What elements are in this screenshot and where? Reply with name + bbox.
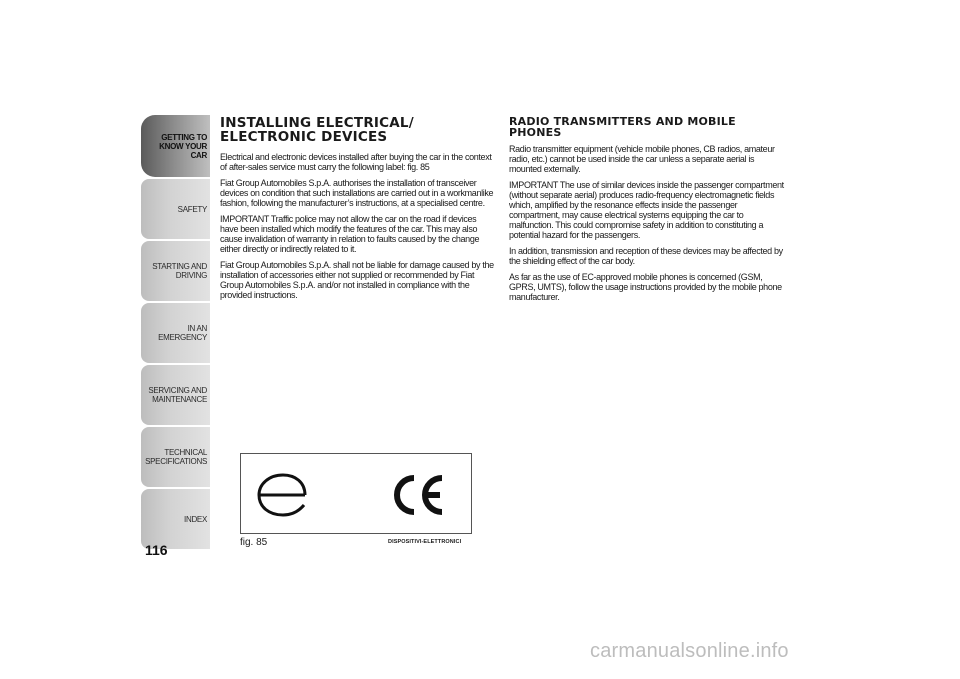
tab-getting-to-know-your-car[interactable]: GETTING TO KNOW YOUR CAR: [141, 115, 210, 177]
paragraph: Radio transmitter equipment (vehicle mobile phones, CB radios, amateur radio, etc.) cannot be used inside the car unless a separate aerial is mounted externally.: [509, 144, 775, 174]
tab-safety[interactable]: SAFETY: [141, 179, 210, 239]
chapter-sidebar: [141, 115, 210, 551]
ce-mark-icon: [390, 474, 446, 516]
paragraph: As far as the use of EC-approved mobile phones is concerned (GSM, GPRS, UMTS), follow the usage instructions provided by the mobile phone manufacturer.: [509, 272, 782, 302]
paragraph: IMPORTANT Traffic police may not allow the car on the road if devices have been installed which modify the features of the car. This may also cause invalidation of warranty in relation to faults caused by the change either directly or indirectly related to it.: [220, 214, 480, 254]
paragraph: IMPORTANT The use of similar devices inside the passenger compartment (without separate aerial) produces radio-frequency electromagnetic fields which, amplified by the resonance effects inside the passenger compartment, may cause electrical systems equipping the car to malfunction. This could compromise safety in addition to constituting a potential hazard for the passengers.: [509, 180, 784, 240]
right-column: [509, 116, 785, 308]
paragraph: Fiat Group Automobiles S.p.A. shall not be liable for damage caused by the installation of accessories either not supplied or recommended by Fiat Group Automobiles S.p.A. and/or not installed in compliance with the provided instructions.: [220, 260, 494, 300]
section-heading-radio-transmitters: RADIO TRANSMITTERS AND MOBILE PHONES: [509, 115, 736, 139]
paragraph: Fiat Group Automobiles S.p.A. authorises the installation of transceiver devices on condition that such installations are carried out in a workmanlike fashion, following the manufacturer’s instructions, at a specialised centre.: [220, 178, 494, 208]
figure-label: fig. 85: [240, 537, 268, 548]
paragraph: In addition, transmission and reception of these devices may be affected by the shielding effect of the car body.: [509, 246, 783, 266]
section-heading-electrical-devices: INSTALLING ELECTRICAL/ ELECTRONIC DEVICES: [220, 115, 414, 145]
figure-85-box: [240, 453, 472, 534]
tab-in-an-emergency[interactable]: IN AN EMERGENCY: [141, 303, 210, 363]
watermark: carmanualsonline.info: [590, 640, 789, 662]
tab-technical-specifications[interactable]: TECHNICAL SPECIFICATIONS: [141, 427, 210, 487]
paragraph: Electrical and electronic devices installed after buying the car in the context of after-sales service must carry the following label: fig. 85: [220, 152, 492, 172]
tab-servicing-and-maintenance[interactable]: SERVICING AND MAINTENANCE: [141, 365, 210, 425]
figure-code: DISPOSITIVI-ELETTRONICI: [388, 539, 462, 545]
page-number: 116: [145, 542, 168, 558]
tab-index[interactable]: INDEX: [141, 489, 210, 549]
tab-starting-and-driving[interactable]: STARTING AND DRIVING: [141, 241, 210, 301]
left-column: [220, 116, 496, 306]
e-mark-icon: [255, 472, 311, 518]
